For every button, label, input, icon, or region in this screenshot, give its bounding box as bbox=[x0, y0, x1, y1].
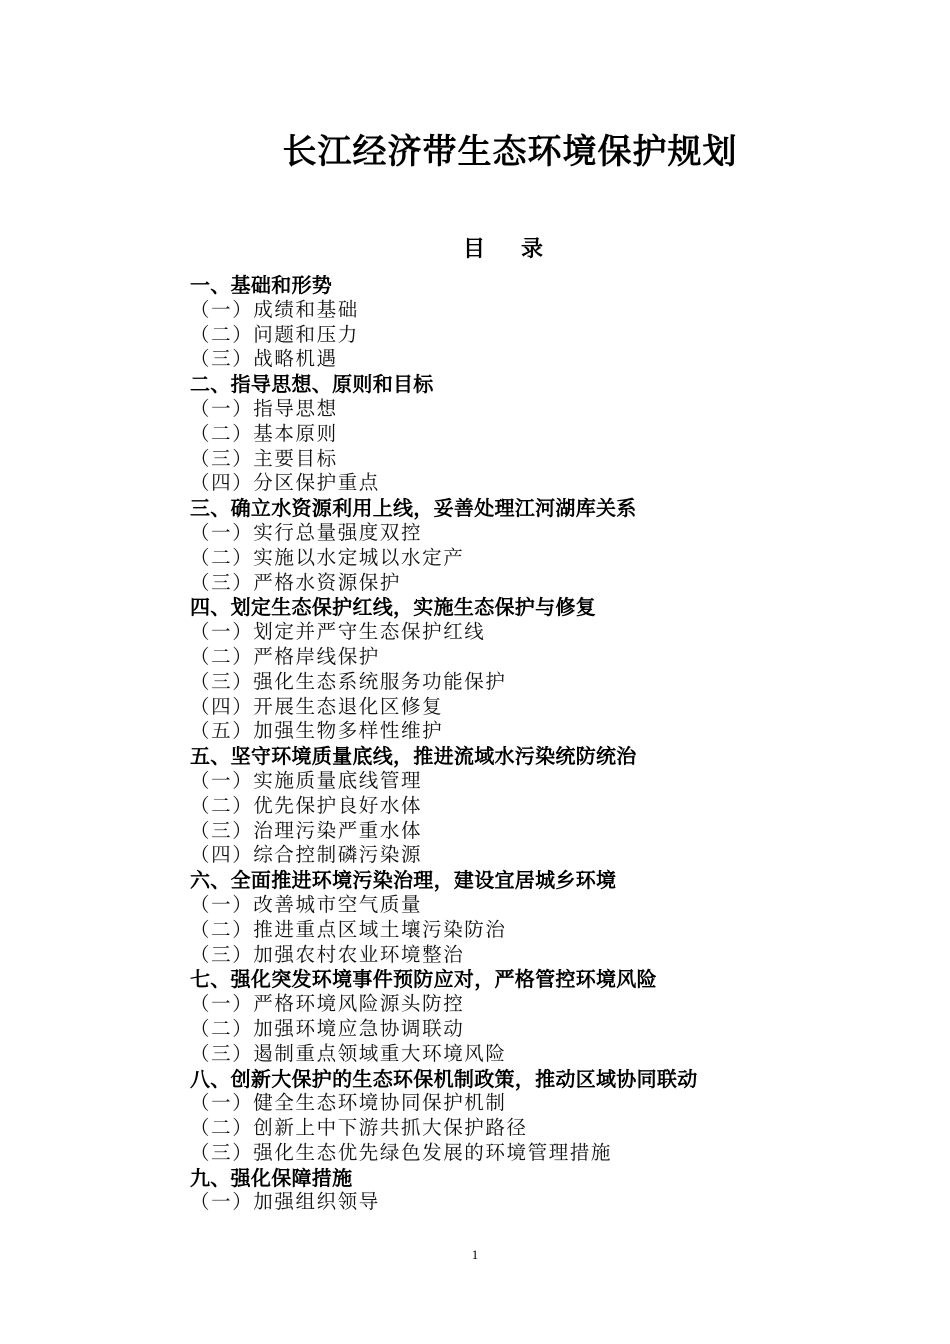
toc-subsection-item[interactable]: （三）加强农村农业环境整治 bbox=[190, 942, 465, 966]
document-title: 长江经济带生态环境保护规划 bbox=[282, 132, 738, 172]
toc-subsection-item[interactable]: （二）严格岸线保护 bbox=[190, 644, 380, 668]
table-of-contents bbox=[190, 273, 790, 1215]
toc-subsection-item[interactable]: （一）指导思想 bbox=[190, 396, 338, 420]
toc-heading-char-1: 目 bbox=[462, 236, 485, 262]
toc-subsection-item[interactable]: （二）实施以水定城以水定产 bbox=[190, 545, 465, 569]
toc-section-heading[interactable]: 四、划定生态保护红线，实施生态保护与修复 bbox=[190, 595, 596, 620]
toc-subsection-item[interactable]: （三）战略机遇 bbox=[190, 347, 338, 371]
toc-section-heading[interactable]: 九、强化保障措施 bbox=[190, 1165, 353, 1190]
toc-subsection-item[interactable]: （三）治理污染严重水体 bbox=[190, 818, 423, 842]
toc-section-heading[interactable]: 七、强化突发环境事件预防应对，严格管控环境风险 bbox=[190, 967, 657, 992]
toc-heading bbox=[0, 232, 950, 266]
page-number: 1 bbox=[471, 1247, 479, 1262]
toc-subsection-item[interactable]: （一）健全生态环境协同保护机制 bbox=[190, 1091, 507, 1115]
toc-subsection-item[interactable]: （四）分区保护重点 bbox=[190, 471, 380, 495]
toc-subsection-item[interactable]: （二）创新上中下游共抓大保护路径 bbox=[190, 1116, 528, 1140]
toc-subsection-item[interactable]: （三）严格水资源保护 bbox=[190, 570, 402, 594]
toc-subsection-item[interactable]: （三）强化生态优先绿色发展的环境管理措施 bbox=[190, 1140, 613, 1164]
toc-subsection-item[interactable]: （四）开展生态退化区修复 bbox=[190, 694, 444, 718]
toc-subsection-item[interactable]: （三）强化生态系统服务功能保护 bbox=[190, 669, 507, 693]
toc-subsection-item[interactable]: （一）成绩和基础 bbox=[190, 297, 359, 321]
toc-subsection-item[interactable]: （三）主要目标 bbox=[190, 446, 338, 470]
toc-subsection-item[interactable]: （二）优先保护良好水体 bbox=[190, 793, 423, 817]
toc-subsection-item[interactable]: （四）综合控制磷污染源 bbox=[190, 843, 423, 867]
toc-subsection-item[interactable]: （五）加强生物多样性维护 bbox=[190, 719, 444, 743]
toc-section-heading[interactable]: 二、指导思想、原则和目标 bbox=[190, 372, 434, 397]
toc-subsection-item[interactable]: （二）问题和压力 bbox=[190, 322, 359, 346]
toc-section-heading[interactable]: 一、基础和形势 bbox=[190, 273, 333, 297]
toc-section-heading[interactable]: 三、确立水资源利用上线，妥善处理江河湖库关系 bbox=[190, 496, 637, 521]
toc-subsection-item[interactable]: （一）划定并严守生态保护红线 bbox=[190, 620, 486, 644]
toc-section-heading[interactable]: 六、全面推进环境污染治理，建设宜居城乡环境 bbox=[190, 868, 617, 893]
toc-subsection-item[interactable]: （二）加强环境应急协调联动 bbox=[190, 1016, 465, 1040]
toc-subsection-item[interactable]: （一）实行总量强度双控 bbox=[190, 520, 423, 544]
toc-subsection-item[interactable]: （二）推进重点区域土壤污染防治 bbox=[190, 917, 507, 941]
toc-subsection-item[interactable]: （一）严格环境风险源头防控 bbox=[190, 992, 465, 1016]
toc-subsection-item[interactable]: （二）基本原则 bbox=[190, 421, 338, 445]
toc-subsection-item[interactable]: （一）实施质量底线管理 bbox=[190, 768, 423, 792]
toc-subsection-item[interactable]: （三）遏制重点领域重大环境风险 bbox=[190, 1041, 507, 1065]
toc-heading-char-2: 录 bbox=[521, 236, 544, 262]
toc-subsection-item[interactable]: （一）加强组织领导 bbox=[190, 1190, 380, 1214]
toc-section-heading[interactable]: 八、创新大保护的生态环保机制政策，推动区域协同联动 bbox=[190, 1066, 698, 1091]
toc-subsection-item[interactable]: （一）改善城市空气质量 bbox=[190, 892, 423, 916]
toc-section-heading[interactable]: 五、坚守环境质量底线，推进流域水污染统防统治 bbox=[190, 744, 637, 769]
